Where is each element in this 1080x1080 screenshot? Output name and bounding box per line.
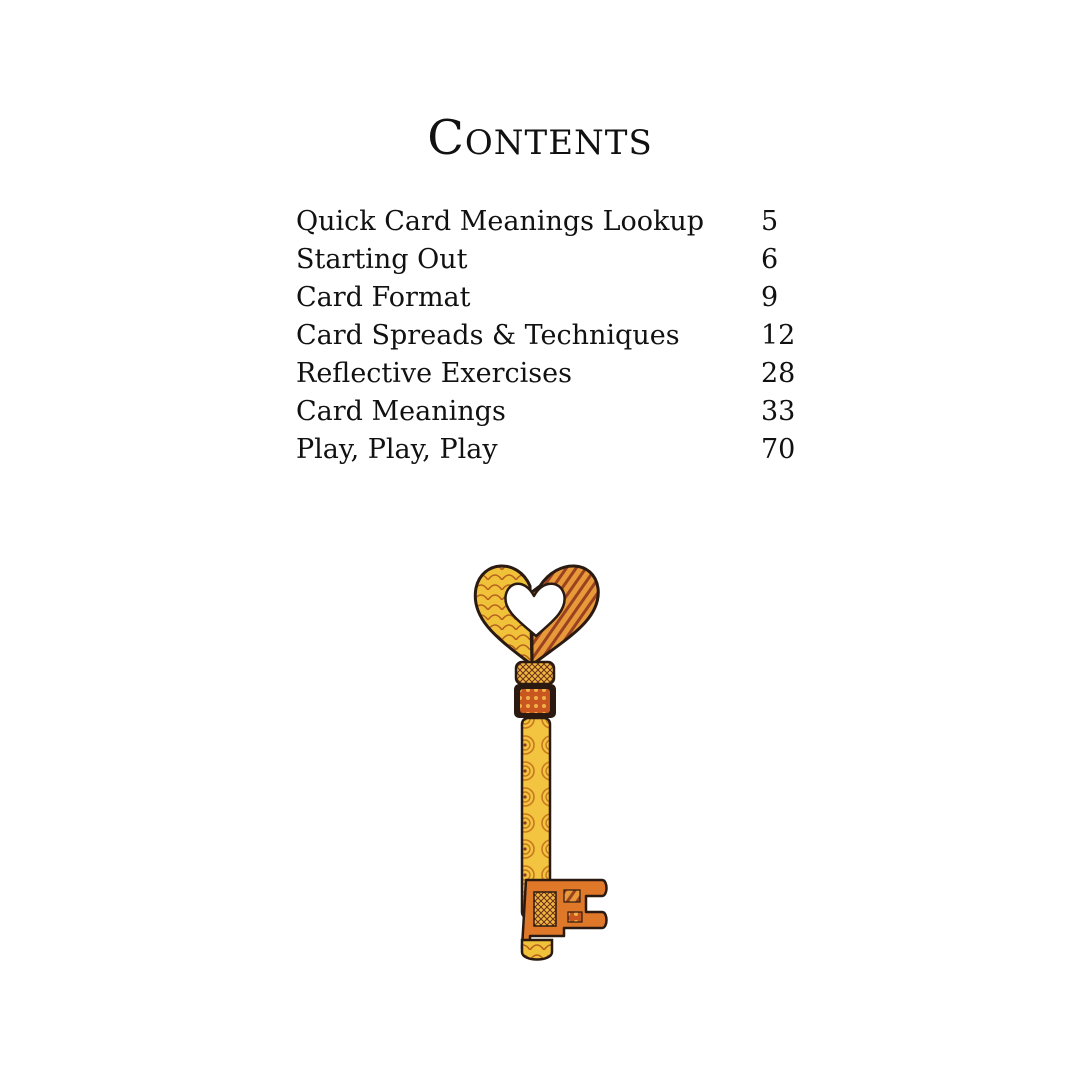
toc-entry[interactable] (296, 203, 816, 241)
toc-entry-page: 5 (761, 206, 779, 237)
toc-entry[interactable] (296, 393, 816, 431)
toc-entry[interactable] (296, 431, 816, 469)
heart-key-icon (460, 550, 620, 970)
toc-entry[interactable] (296, 317, 816, 355)
table-of-contents (296, 203, 816, 469)
toc-entry-page: 6 (761, 244, 779, 275)
toc-entry-page: 33 (761, 396, 796, 427)
toc-entry-page: 9 (761, 282, 779, 313)
toc-entry-label: Play, Play, Play (296, 434, 498, 465)
toc-entry-label: Card Meanings (296, 396, 506, 427)
toc-entry-label: Card Spreads & Techniques (296, 320, 680, 351)
toc-entry-page: 70 (761, 434, 796, 465)
toc-entry-page: 28 (761, 358, 796, 389)
toc-entry-label: Starting Out (296, 244, 468, 275)
toc-entry-label: Quick Card Meanings Lookup (296, 206, 705, 237)
toc-entry[interactable] (296, 355, 816, 393)
toc-entry-label: Card Format (296, 282, 471, 313)
page-title: Contents (427, 110, 653, 166)
toc-entry[interactable] (296, 279, 816, 317)
toc-entry[interactable] (296, 241, 816, 279)
toc-entry-label: Reflective Exercises (296, 358, 572, 389)
toc-entry-page: 12 (761, 320, 796, 351)
heart-key-illustration (460, 550, 620, 970)
